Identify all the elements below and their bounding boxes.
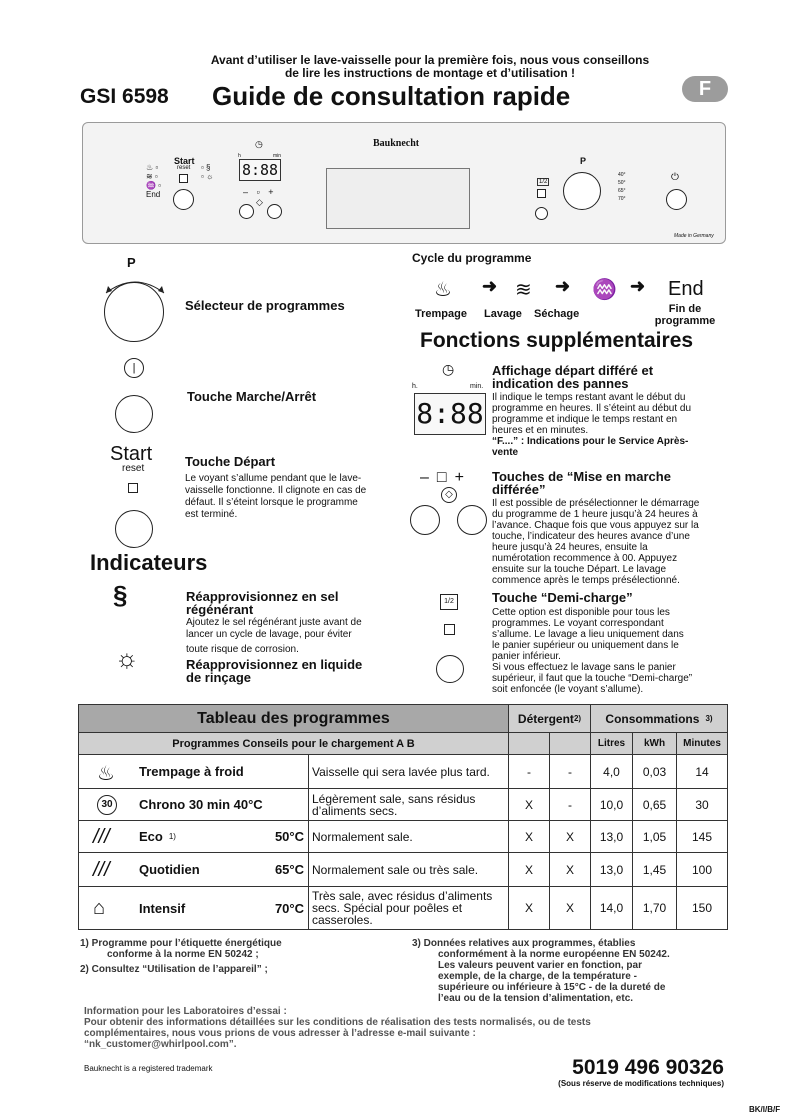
minutes: 150 [691,901,713,915]
start-desc-line: vaisselle fonctionne. Il clignote en cas de [185,485,367,496]
cycle-end-label [640,303,730,327]
arrow-icon: ➜ [630,276,646,296]
footnote-3-line: conformément à la norme européenne EN 50242. [438,949,670,960]
delayed-desc-line: touche, l’indicateur des heures avance d’une [492,531,690,542]
detergent-b: X [550,887,591,929]
panel-plus-button[interactable] [267,204,282,219]
salt-title [186,590,338,616]
detergent-b: X [550,853,591,887]
consumption-header-text: Consommations [605,711,700,726]
panel-rinse-icon: ▫ ☼ [201,172,214,181]
half-load-led [444,624,455,635]
delay-title-line: indication des pannes [492,376,629,391]
panel-p-label: P [580,156,587,166]
detergent-header [509,705,591,733]
cycle-end-line: programme [654,315,716,327]
half-load-icon: 1/2 [440,594,458,610]
lab-info-line: complémentaires, nous vous prions de vous adresser à l’adresse e-mail suivante : [84,1028,476,1039]
detergent-b: - [550,789,591,821]
intensive-program-icon: ⌂ [93,897,106,919]
program-name: Chrono 30 min 40°C [139,797,263,812]
consumption-header [591,705,727,733]
unit-minutes: Minutes [677,733,727,755]
delayed-desc-line: l’avance. Chaque fois que vous appuyez sur la [492,520,699,531]
reset-label: reset [122,463,145,474]
daily-program-icon: /// [93,859,110,881]
rinse-title-line: de rinçage [186,670,252,685]
delay-display-title [492,364,653,390]
minutes: 14 [677,755,727,789]
minutes: 100 [677,853,727,887]
salt-desc-line: lancer un cycle de lavage, pour éviter [186,629,352,640]
fn-display-h: h. [412,383,418,390]
panel-soak-icon: ♨ ▫ [146,163,159,172]
program-desc: Normalement sale. [309,821,509,853]
document-number: 5019 496 90326 [572,1056,724,1079]
model-number: GSI 6598 [80,85,169,108]
delayed-desc-line: commence après le temps présélectionné. [492,575,680,586]
footnote-3-line: l’eau ou de la tension d’alimentation, etc. [438,993,634,1004]
half-load-title: Touche “Demi-charge” [492,590,633,605]
half-desc-line: soit enfoncée (le voyant s’allume). [492,684,644,695]
plus-label: + [454,469,472,486]
table-title-text: Tableau des programmes [197,709,390,727]
table-row [79,853,309,887]
table-title [79,705,509,733]
footnote-3-line: 3) Données relatives aux programmes, établies [412,938,636,949]
footnote-3-line: exemple, de la charge, de la température - [438,971,637,982]
clock-icon: ◷ [442,361,455,377]
cycle-title: Cycle du programme [412,251,532,265]
salt-desc-line: toute risque de corrosion. [186,644,299,655]
panel-program-temp: 65° [618,188,626,194]
panel-minus-button[interactable] [239,204,254,219]
functions-heading: Fonctions supplémentaires [420,329,694,352]
panel-half-button[interactable] [535,207,548,220]
half-desc-line: programmes. Le voyant correspondant [492,618,664,629]
delayed-title-line: différée” [492,482,546,497]
panel-start-led [179,174,188,183]
cycle-label-soak: Trempage [415,308,467,320]
detergent-header-text: Détergent [517,711,574,726]
table-row [79,821,309,853]
detergent-b: X [550,821,591,853]
chrono-program-icon [97,795,117,815]
kwh: 1,05 [633,821,677,853]
chrono-icon-text: 30 [101,799,113,810]
lab-info-line: Pour obtenir des informations détaillées sur les conditions de réalisation des tests normalisés, ou de tests [84,1017,591,1028]
detergent-a: - [509,755,550,789]
delay-desc-line: heures et en minutes. [492,425,589,436]
trademark: Bauknecht is a registered trademark [84,1064,213,1073]
table-subheader [79,733,509,755]
delayed-desc-line: Il est possible de présélectionner le démarrage [492,498,700,509]
delayed-desc-line: ensuite sur la touche Départ. Le lavage [492,564,666,575]
detergent-a-header [509,733,550,755]
start-description [185,473,366,521]
half-desc-line: Cette option est disponible pour tous les [492,607,670,618]
program-temp: 65°C [274,862,304,877]
program-name: Intensif [139,900,186,916]
start-desc-line: Le voyant s’allume pendant que le lave- [185,473,362,484]
delay-display-desc [492,392,691,458]
detergent-b-header [550,733,591,755]
litres: 14,0 [591,887,633,929]
panel-salt-icon: ▫ § [201,163,211,172]
panel-reset-label: reset [177,165,191,171]
program-desc: Vaisselle qui sera lavée plus tard. [309,755,509,789]
panel-display-h: h [238,153,241,159]
program-sup: 1) [168,832,176,841]
dry-icon: ♒ [592,279,617,301]
footnote-1-line: conforme à la norme EN 50242 ; [107,949,259,960]
detergent-a: X [509,853,550,887]
litres: 13,0 [591,853,633,887]
panel-program-temp: 40° [618,172,626,178]
service-note-line: “F....” : Indications pour le Service Après- [492,436,689,447]
arrow-icon: ➜ [555,276,571,296]
detergent-a: X [509,789,550,821]
minutes: 145 [677,821,727,853]
detergent-a: X [509,887,550,929]
unit-kwh: kWh [633,733,677,755]
panel-door-window [326,168,470,229]
rinse-aid-icon: ☼ [115,643,139,673]
document-note: (Sous réserve de modifications techniques) [558,1079,724,1088]
detergent-b: - [550,755,591,789]
selector-title: Sélecteur de programmes [185,298,345,313]
litres: 10,0 [591,789,633,821]
control-panel [82,122,726,244]
notice-line-1: Avant d’utiliser le lave-vaisselle pour la première fois, nous vous conseillons [210,53,650,67]
lab-info [84,1006,591,1050]
start-button[interactable] [115,510,153,548]
soak-icon: ♨ [434,279,452,301]
onoff-button[interactable] [115,395,153,433]
litres: 13,0 [591,821,633,853]
eco-program-icon: /// [93,826,110,848]
panel-made-in: Made in Germany [674,233,714,239]
panel-minus-label: – [243,187,252,197]
footnote-2: 2) Consultez “Utilisation de l’appareil” ; [80,964,268,975]
delay-desc-line: programme en heures. Il s’éteint au début du [492,403,692,414]
kwh: 1,45 [633,853,677,887]
salt-title-line: régénérant [186,602,254,617]
panel-start-button[interactable] [173,189,194,210]
delay-controls-label: –□+ [420,469,472,486]
cycle-end-line: Fin de [668,303,702,315]
delayed-start-title [492,470,671,496]
fn-display: 8:88 [414,393,486,435]
delayed-desc-line: du programme de 1 heure jusqu’à 24 heures à [492,509,698,520]
panel-half-led [537,189,546,198]
panel-clock-icon: ◷ [255,139,263,149]
half-desc-line: s’allume. Le lavage a lieu uniquement dans [492,629,684,640]
panel-plus-label: + [268,187,277,197]
half-desc-line: panier inférieur. [492,651,561,662]
kwh: 1,70 [633,887,677,929]
cycle-end-text: End [668,278,704,300]
notice-line-2: de lire les instructions de montage et d’utilisation ! [284,66,576,80]
arrow-icon: ➜ [482,276,498,296]
wash-icon: ≋ [515,279,532,301]
footnote-3 [412,938,670,1004]
footnote-3-line: Les valeurs peuvent varier en fonction, par [438,960,642,971]
footnote-3-line: supérieure ou inférieure à 15°C - de la dureté de [438,982,666,993]
program-name: Quotidien [139,862,200,877]
salt-description [186,617,362,656]
unit-litres: Litres [591,733,633,755]
salt-title-line: Réapprovisionnez en sel [186,589,339,604]
panel-program-list [618,171,626,203]
panel-indicator-icons [146,163,161,199]
delay-title-line: Affichage départ différé et [492,363,654,378]
litres: 4,0 [591,755,633,789]
half-load-button[interactable] [436,655,464,683]
table-subheader-text: Programmes Conseils pour le chargement A B [172,737,415,750]
plus-button[interactable] [457,505,487,535]
detergent-sup: 2) [573,714,582,723]
lab-info-line: “nk_customer@whirlpool.com”. [84,1039,237,1050]
program-selector-knob[interactable] [104,282,164,342]
panel-program-selector[interactable] [563,172,601,210]
panel-wash-icon: ≋ ▫ [146,172,158,181]
panel-power-button[interactable] [666,189,687,210]
start-desc-line: défaut. Il s’éteint lorsque le programme [185,497,358,508]
half-desc-line: le panier supérieur ou uniquement dans le [492,640,679,651]
delayed-desc-line: heure jusqu’à 24 heures, ensuite la [492,542,648,553]
panel-delay-icon: ◇ [256,197,263,207]
panel-display-min: min [273,153,282,159]
half-load-desc [492,607,692,695]
half-desc-line: supérieur, il faut que la touche “Demi-charge” [492,673,693,684]
kwh: 0,03 [633,755,677,789]
footnote-1-line: 1) Programme pour l’étiquette énergétique [80,938,282,949]
service-note-line: vente [492,447,519,458]
notice [100,54,760,80]
panel-program-temp: 70° [618,196,626,202]
kwh: 0,65 [633,789,677,821]
panel-start-label: Start [174,156,195,166]
rinse-title-line: Réapprovisionnez en liquide [186,657,363,672]
cycle-label-dry: Séchage [534,308,580,320]
delay-desc-line: Il indique le temps restant avant le début du [492,392,686,403]
indicators-heading: Indicateurs [90,550,208,575]
program-temp: 50°C [274,829,304,844]
consumption-sup: 3) [705,714,713,723]
soak-program-icon: ♨ [97,763,115,785]
program-temp: 70°C [274,900,304,916]
detergent-a: X [509,821,550,853]
delayed-desc-line: numérotation recommence à 00. Appuyez [492,553,678,564]
panel-delay-controls: – ▫ + [243,187,277,197]
program-desc: Normalement sale ou très sale. [309,853,509,887]
panel-display: 8:88 [239,159,281,181]
panel-program-temp: 50° [618,180,626,186]
program-desc: Légèrement sale, sans résidus d’aliments secs. [309,789,509,821]
start-led [128,483,138,493]
minus-button[interactable] [410,505,440,535]
panel-power-icon: ⏻ [671,172,679,183]
panel-half-label: 1/2 [539,179,548,185]
panel-brand-logo: Bauknecht [373,138,420,149]
footnote-1 [80,938,282,975]
panel-end-label: End [146,190,161,199]
fn-display-min: min. [470,383,484,390]
table-row [79,887,309,929]
panel-dry-icon: ♒ ▫ [146,181,162,190]
corner-code: BK/I/B/F [749,1105,781,1114]
cycle-label-wash: Lavage [484,308,522,320]
onoff-title: Touche Marche/Arrêt [187,389,317,404]
start-desc-line: est terminé. [185,509,238,520]
salt-icon: § [113,580,128,610]
delayed-title-line: Touches de “Mise en marche [492,469,671,484]
start-title: Touche Départ [185,454,276,469]
lab-info-line: Information pour les Laboratoires d’essai : [84,1006,287,1017]
rinse-title [186,658,362,684]
panel-salt-rinse-icons [201,163,213,181]
minus-label: – [420,469,437,486]
program-name: Trempage à froid [139,764,244,779]
delay-start-icon: ◇ [441,487,457,503]
delay-desc-line: programme et indique le temps restant en [492,414,678,425]
program-table [78,704,728,930]
half-desc-line: Si vous effectuez le lavage sans le panier [492,662,676,673]
program-name: Eco [139,829,163,844]
power-icon: | [124,358,144,378]
delayed-start-desc [492,498,699,586]
language-badge: F [682,76,728,102]
page-title: Guide de consultation rapide [212,81,571,111]
program-desc: Très sale, avec résidus d’aliments secs. Spécial pour poêles et casseroles. [309,887,509,929]
salt-desc-line: Ajoutez le sel régénérant juste avant de [186,617,362,628]
selector-p-label: P [127,255,136,270]
start-label: Start [110,443,153,465]
minutes: 30 [677,789,727,821]
